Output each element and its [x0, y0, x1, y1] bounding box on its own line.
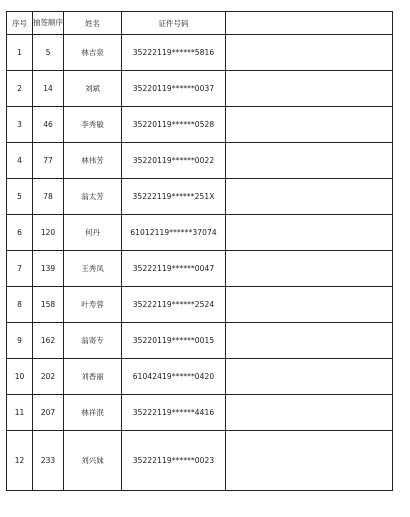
seq-cell: 12 [7, 431, 33, 491]
seq-cell: 9 [7, 323, 33, 359]
draw-order-cell: 207 [33, 395, 64, 431]
header-seq: 序号 [7, 12, 33, 35]
name-cell: 何丹 [64, 215, 122, 251]
header-name: 姓名 [64, 12, 122, 35]
header-extra [226, 12, 393, 35]
table-row [7, 287, 393, 323]
table-row [7, 35, 393, 71]
header-draw-order: 抽签顺序 [33, 12, 64, 35]
seq-cell: 6 [7, 215, 33, 251]
extra-cell [226, 323, 393, 359]
id-number-cell: 35222119******2524 [122, 287, 226, 323]
table-row [7, 431, 393, 491]
extra-cell [226, 107, 393, 143]
seq-cell: 10 [7, 359, 33, 395]
id-number-cell: 35220119******0528 [122, 107, 226, 143]
draw-order-cell: 139 [33, 251, 64, 287]
draw-order-cell: 158 [33, 287, 64, 323]
name-cell: 林伟芳 [64, 143, 122, 179]
extra-cell [226, 35, 393, 71]
extra-cell [226, 431, 393, 491]
id-number-cell: 35222119******0047 [122, 251, 226, 287]
name-cell: 刘兴妹 [64, 431, 122, 491]
draw-order-cell: 162 [33, 323, 64, 359]
name-cell: 林吉泉 [64, 35, 122, 71]
id-number-cell: 35220119******0022 [122, 143, 226, 179]
name-cell: 刘香丽 [64, 359, 122, 395]
table-row [7, 251, 393, 287]
seq-cell: 5 [7, 179, 33, 215]
draw-order-cell: 202 [33, 359, 64, 395]
name-cell: 叶寿蓉 [64, 287, 122, 323]
id-number-cell: 61012119******37074 [122, 215, 226, 251]
table-row [7, 143, 393, 179]
table-row [7, 395, 393, 431]
name-cell: 王秀凤 [64, 251, 122, 287]
table-row [7, 107, 393, 143]
id-number-cell: 61042419******0420 [122, 359, 226, 395]
draw-order-cell: 46 [33, 107, 64, 143]
id-number-cell: 35222119******251X [122, 179, 226, 215]
table-row [7, 359, 393, 395]
extra-cell [226, 287, 393, 323]
id-number-cell: 35222119******5816 [122, 35, 226, 71]
extra-cell [226, 71, 393, 107]
name-cell: 刘斌 [64, 71, 122, 107]
roster-table [6, 11, 393, 491]
draw-order-cell: 78 [33, 179, 64, 215]
id-number-cell: 35222119******0023 [122, 431, 226, 491]
name-cell: 林祥泯 [64, 395, 122, 431]
seq-cell: 7 [7, 251, 33, 287]
seq-cell: 3 [7, 107, 33, 143]
extra-cell [226, 143, 393, 179]
extra-cell [226, 179, 393, 215]
name-cell: 李秀敏 [64, 107, 122, 143]
draw-order-cell: 120 [33, 215, 64, 251]
seq-cell: 4 [7, 143, 33, 179]
draw-order-cell: 5 [33, 35, 64, 71]
header-id-number: 证件号码 [122, 12, 226, 35]
header-row [7, 12, 393, 35]
seq-cell: 1 [7, 35, 33, 71]
id-number-cell: 35220119******0037 [122, 71, 226, 107]
table-row [7, 71, 393, 107]
table-row [7, 323, 393, 359]
id-number-cell: 35222119******4416 [122, 395, 226, 431]
draw-order-cell: 14 [33, 71, 64, 107]
extra-cell [226, 395, 393, 431]
extra-cell [226, 359, 393, 395]
id-number-cell: 35220119******0015 [122, 323, 226, 359]
table-row [7, 179, 393, 215]
draw-order-cell: 233 [33, 431, 64, 491]
name-cell: 翁寄专 [64, 323, 122, 359]
extra-cell [226, 215, 393, 251]
seq-cell: 8 [7, 287, 33, 323]
seq-cell: 11 [7, 395, 33, 431]
name-cell: 翁太芳 [64, 179, 122, 215]
seq-cell: 2 [7, 71, 33, 107]
table-row [7, 215, 393, 251]
draw-order-cell: 77 [33, 143, 64, 179]
extra-cell [226, 251, 393, 287]
